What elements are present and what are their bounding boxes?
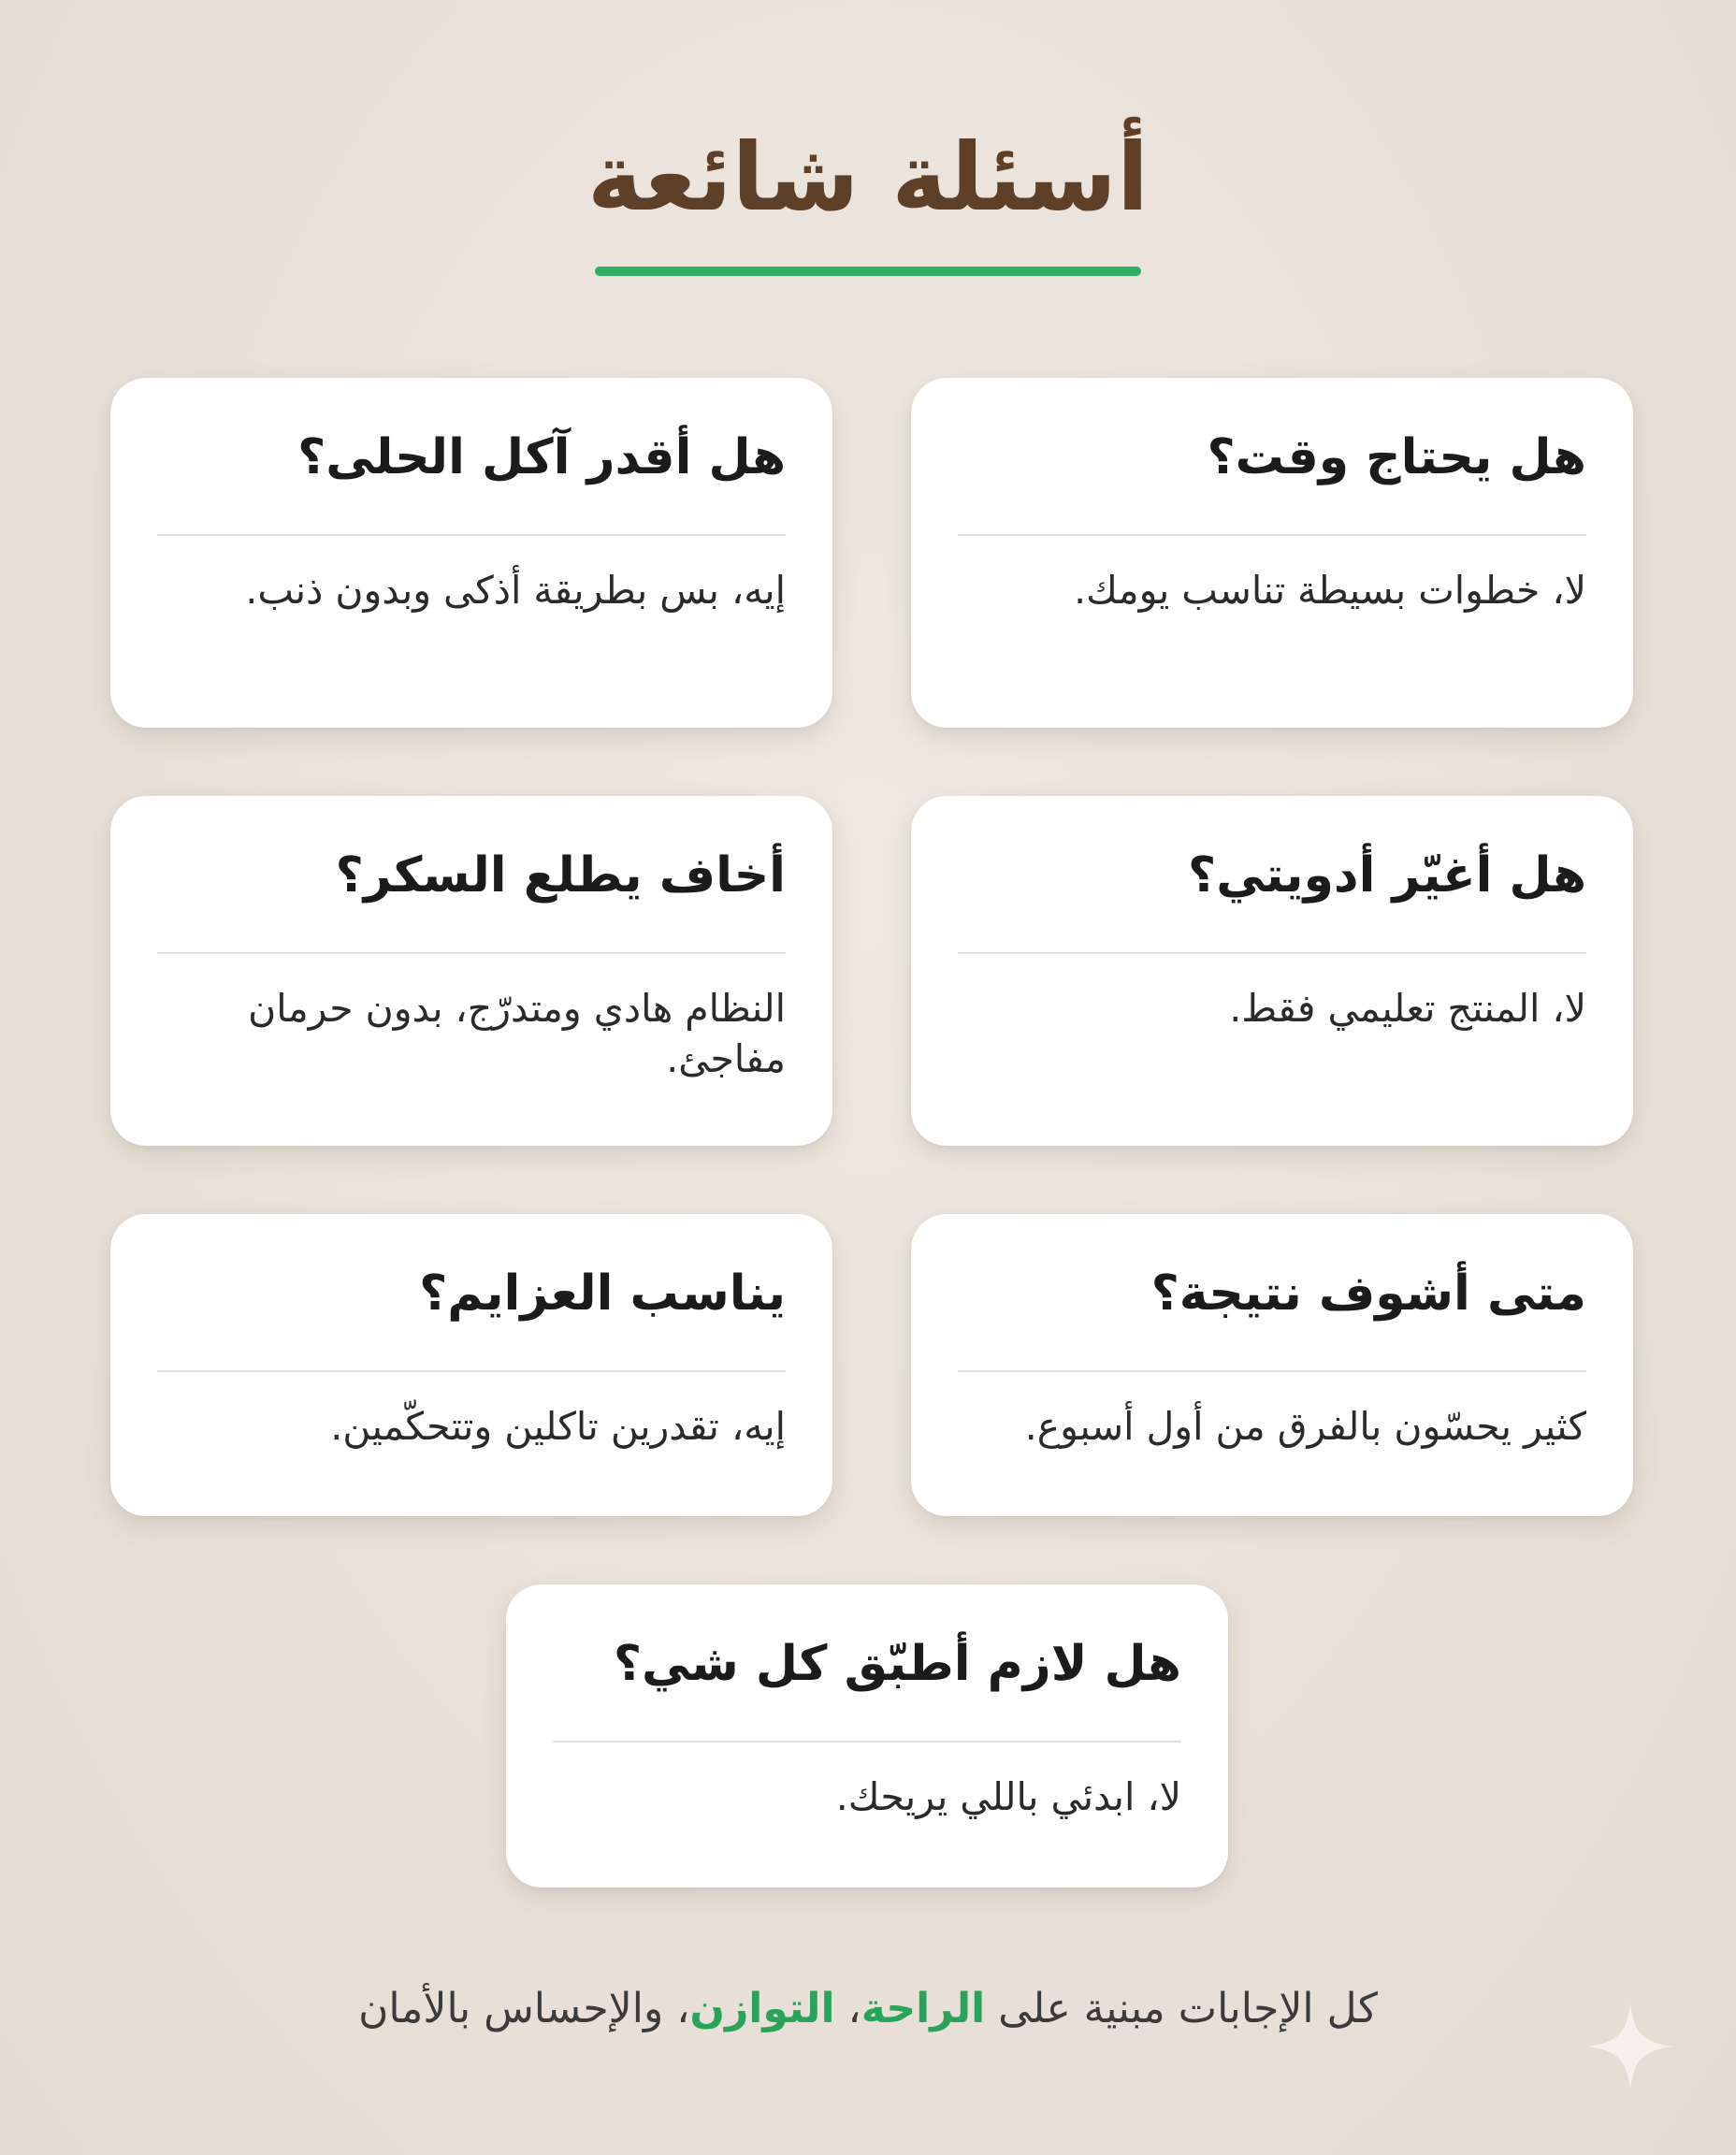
footer-highlight-comfort: الراحة: [861, 1985, 986, 2032]
footer-note: [0, 1985, 1736, 2032]
faq-answer: النظام هادي ومتدرّج، بدون حرمان مفاجئ.: [248, 986, 786, 1082]
faq-divider: [958, 1370, 1586, 1372]
faq-card[interactable]: [506, 1584, 1228, 1887]
faq-question: متى أشوف نتيجة؟: [1150, 1266, 1586, 1322]
faq-answer: إيه، بس بطريقة أذكى وبدون ذنب.: [245, 568, 786, 613]
faq-question: أخاف يطلع السكر؟: [335, 847, 786, 904]
faq-question: هل أقدر آكل الحلى؟: [297, 429, 786, 485]
faq-card[interactable]: [110, 1214, 832, 1516]
faq-divider: [157, 1370, 786, 1372]
faq-question: هل يحتاج وقت؟: [1207, 429, 1586, 485]
footer-highlight-balance: التوازن: [689, 1985, 835, 2032]
footer-suffix: ، والإحساس بالأمان: [358, 1985, 690, 2032]
faq-divider: [157, 534, 786, 536]
faq-divider: [958, 534, 1586, 536]
faq-answer: لا، ابدئي باللي يريحك.: [835, 1774, 1181, 1819]
faq-card[interactable]: [110, 378, 832, 728]
header: [0, 122, 1736, 234]
faq-card[interactable]: [911, 1214, 1633, 1516]
faq-question: هل لازم أطبّق كل شي؟: [613, 1636, 1181, 1692]
faq-divider: [553, 1741, 1181, 1743]
faq-answer: إيه، تقدرين تاكلين وتتحكّمين.: [330, 1404, 786, 1449]
footer-separator: ،: [847, 1985, 861, 2032]
footer-prefix: كل الإجابات مبنية على: [998, 1985, 1378, 2032]
sparkle-icon: [1584, 2000, 1677, 2093]
faq-card[interactable]: [911, 796, 1633, 1146]
title-underline: [595, 267, 1141, 276]
faq-answer: لا، خطوات بسيطة تناسب يومك.: [1074, 568, 1586, 613]
faq-answer: لا، المنتج تعليمي فقط.: [1229, 986, 1586, 1031]
page-title: أسئلة شائعة: [586, 123, 1150, 232]
faq-divider: [157, 952, 786, 954]
faq-divider: [958, 952, 1586, 954]
faq-answer: كثير يحسّون بالفرق من أول أسبوع.: [1024, 1404, 1586, 1449]
faq-question: يناسب العزايم؟: [419, 1266, 786, 1322]
faq-question: هل أغيّر أدويتي؟: [1188, 847, 1586, 904]
faq-card[interactable]: [911, 378, 1633, 728]
faq-card[interactable]: [110, 796, 832, 1146]
